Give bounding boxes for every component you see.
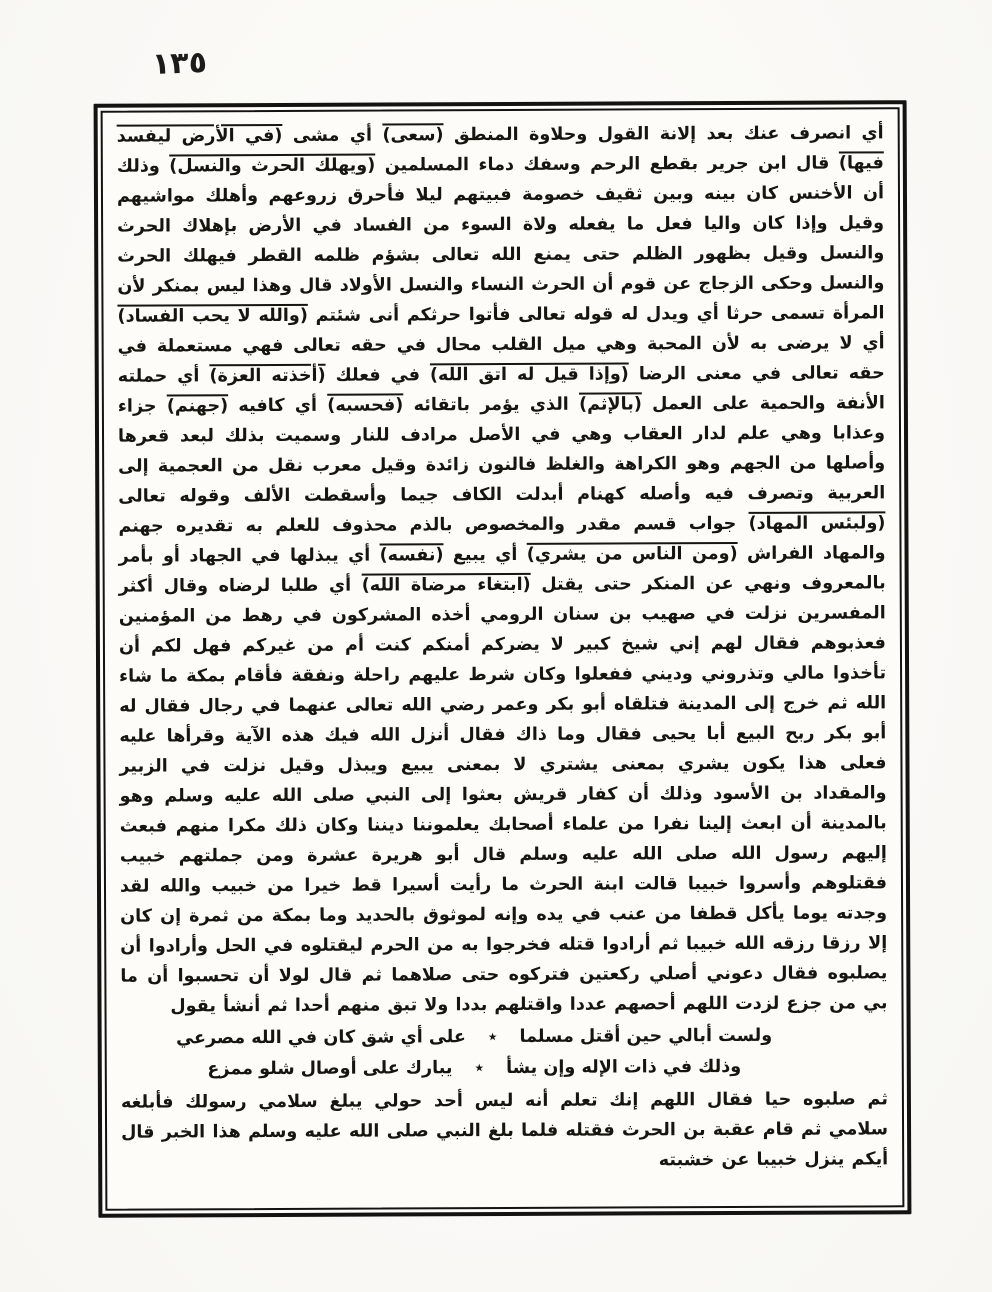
quran-quote: (أخذته العزة) xyxy=(209,365,326,387)
quran-quote: (ابتغاء مرضاة الله) xyxy=(361,574,531,596)
commentary-body-text: أي انصرف عنك بعد إلانة القول وحلاوة المنطق (سعى) أي مشى (في الأرض ليفسد فيها) قال ابن جرير بقطع الرحم وسفك دماء المسلمين (ويهلك الحرث والنسل) وذلك أن الأخنس كان بينه وبين ثقيف خصومة فبيتهم ليلا فأحرق زروعهم وأهلك مواشيهم وقيل وإذا كان واليا فعل ما يفعله ولاة السوء من الفساد في الأرض بإهلاك الحرث والنسل وقيل بظهور الظلم حتى يمنع الله تعالى بشؤم ظلمه القطر فيهلك الحرث والنسل وحكى الزجاج عن قوم أن الحرث النساء والنسل الأولاد قال وهذا ليس بمنكر لأن المرأة تسمى حرثا أي ويدل له قوله تعالى فأتوا حرثكم أنى شئتم (والله لا يحب الفساد) أي لا يرضى به لأن المحبة وهي ميل القلب محال في حقه تعالى فهي مستعملة في حقه تعالى في معنى الرضا (وإذا قيل له اتق الله) في فعلك (أخذته العزة) أي حملته الأنفة والحمية على العمل (بالإثم) الذي يؤمر باتقائه (فحسبه) أي كافيه (جهنم) جزاء وعذابا وهي علم لدار العقاب وهي في الأصل مرادف للنار وسميت بذلك لبعد قعرها وأصلها من الجهم وهو الكراهة والغلظ فالنون زائدة وقيل معرب نقل من العجمية إلى العربية وتصرف فيه وأصله كهنام أبدلت الكاف جيما وأسقطت الألف وقوله تعالى (ولبئس المهاد) جواب قسم مقدر والمخصوص بالذم محذوف للعلم به تقديره جهنم والمهاد الفراش (ومن الناس من يشري) أي يبيع (نفسه) أي يبذلها في الجهاد أو بأمر بالمعروف ونهي عن المنكر حتى يقتل (ابتغاء مرضاة الله) أي طلبا لرضاه وقال أكثر المفسرين نزلت في صهيب بن سنان الرومي أخذه المشركون في رهط من المؤمنين فعذبوهم فقال لهم إني شيخ كبير لا يضركم أمنكم كنت أم من غيركم فهل لكم أن تأخذوا مالي وتذروني وديني ففعلوا وكان شرط عليهم راحلة ونفقة فأقام بمكة ما شاء الله ثم خرج إلى المدينة فتلقاه أبو بكر وعمر رضي الله تعالى عنهما في رجال فقال له أبو بكر ربح البيع أبا يحيى فقال وما ذاك فقال أنزل الله فيك هذه الآية وقرأها عليه فعلى هذا يكون يشري بمعنى يشتري لا بمعنى يبيع ويبذل وقيل نزلت في الزبير والمقداد بن الأسود وذلك أن كفار قريش بعثوا إلى النبي صلى الله عليه وسلم وهو بالمدينة أن ابعث إلينا نفرا من علماء أصحابك يعلموننا ديننا وكان ذلك مكرا منهم فبعث إليهم رسول الله صلى الله عليه وسلم قال أبو هريرة عشرة ومن جملتهم خبيب فقتلوهم وأسروا خبيبا قالت ابنة الحرث ما رأيت أسيرا قط خيرا من خبيب والله لقد وجدته يوما يأكل قطفا من عنب في يده وإنه لموثوق بالحديد وما بمكة من ثمرة إن كان إلا رزقا رزقه الله خبيبا ثم أرادوا قتله فخرجوا به من الحرم ليقتلوه في الحل وأرادوا أن يصلبوه فقال دعوني أصلي ركعتين فتركوه حتى صلاهما ثم قال لولا أن تحسبوا أن ما بي من جزع لزدت اللهم أحصهم عددا واقتلهم بددا ولا تبق منهم أحدا ثم أنشأ يقول xyxy=(116,123,888,1017)
quran-quote: (ولبئس المهاد) xyxy=(748,513,886,534)
poetry-line: ولست أبالي حين أقتل مسلما٭على أي شق كان في الله مصرعي xyxy=(121,1021,828,1055)
verse-separator: ٭ xyxy=(474,1058,485,1079)
poetry-line: وذلك في ذات الإله وإن يشأ٭يبارك على أوصال شلو ممزع xyxy=(121,1052,828,1086)
quran-quote: (نفسه) xyxy=(379,545,444,566)
quran-quote: (جهنم) xyxy=(166,396,229,417)
text-frame-inner-border xyxy=(101,107,905,1210)
quran-quote: (والله لا يحب الفساد) xyxy=(117,305,308,327)
quran-quote: (في الأرض ليفسد فيها) xyxy=(116,125,884,174)
quran-quote: (فحسبه) xyxy=(327,395,404,416)
page-number: ١٣٥ xyxy=(151,45,208,82)
quran-quote: (ويهلك الحرث والنسل) xyxy=(169,155,376,177)
quran-quote: (ومن الناس من يشري) xyxy=(526,543,738,565)
quran-quote: (سعى) xyxy=(382,125,444,146)
poetry-block xyxy=(121,1021,828,1086)
quran-quote: (بالإثم) xyxy=(579,394,642,415)
closing-text: ثم صلبوه حيا فقال اللهم إنك تعلم أنه ليس أحد حولي يبلغ سلامي رسولك فأبلغه سلامي ثم قام عقبة بن الحرث فقتله فلما بلغ النبي صلى الله عليه وسلم هذا الخبر قال أيكم ينزل خبيبا عن خشبته xyxy=(120,1089,889,1171)
verse-separator: ٭ xyxy=(487,1027,498,1048)
quran-quote: (وإذا قيل له اتق الله) xyxy=(429,364,629,386)
text-frame-outer-border xyxy=(94,100,912,1218)
